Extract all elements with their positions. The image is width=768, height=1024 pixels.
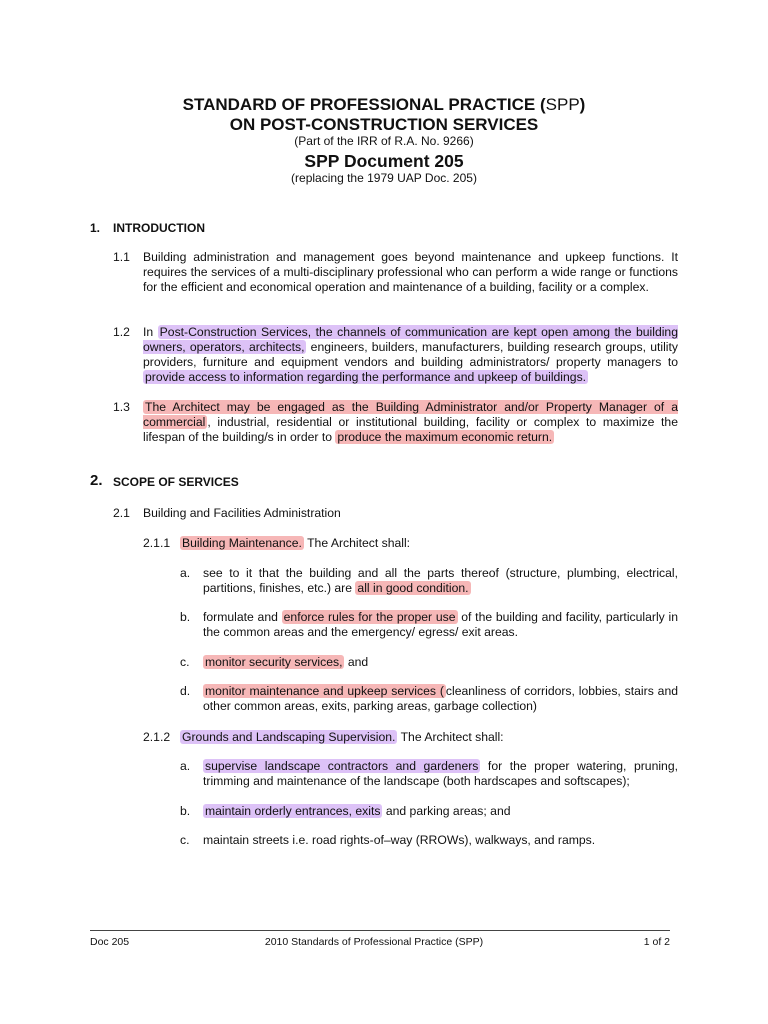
para-1-1-number: 1.1: [113, 250, 130, 264]
highlight-purple: Grounds and Landscaping Supervision.: [182, 730, 396, 744]
list-item-text: cleanliness of corridors, lobbies, stairs and other common areas, exits, parking areas, garbage collection): [203, 684, 679, 713]
para-2-1-1-heading: [180, 536, 410, 551]
list-item-letter: c.: [180, 833, 190, 847]
para-1-3: [143, 400, 678, 445]
footer-doc: Doc 205: [90, 936, 130, 948]
highlight-pink: Building Maintenance.: [182, 536, 302, 550]
highlight-purple: supervise landscape contractors and gardeners: [205, 759, 479, 773]
title-text: STANDARD OF PROFESSIONAL PRACTICE (: [182, 95, 546, 114]
list-item-letter: d.: [180, 684, 191, 698]
list-item-text: of the building and facility, particularly in the common areas and the emergency/ egress/ exit areas.: [203, 610, 678, 639]
para-2-1-number: 2.1: [113, 506, 130, 520]
list-item: [203, 759, 678, 789]
para-2-1: Building and Facilities Administration: [143, 506, 341, 520]
para-1-2-number: 1.2: [113, 325, 130, 339]
para-1-3-number: 1.3: [113, 400, 130, 414]
list-item-text: maintain streets i.e. road rights-of–way (RROWs), walkways, and ramps.: [203, 833, 596, 847]
section-2-number: 2.: [90, 472, 103, 489]
list-item-text: see to it that the building and all the parts thereof (structure, plumbing, electrical, partitions, finishes, etc.) are: [203, 566, 678, 595]
footer-title: 2010 Standards of Professional Practice (SPP): [264, 936, 484, 948]
title-spp: SPP: [545, 95, 580, 114]
heading-rest: The Architect shall:: [397, 730, 504, 744]
list-item-text: formulate and: [203, 610, 282, 624]
title-close: ): [579, 95, 586, 114]
list-item-letter: b.: [180, 804, 191, 818]
document-number: SPP Document 205: [304, 151, 464, 171]
section-2-title: SCOPE OF SERVICES: [113, 475, 239, 489]
section-1-title: INTRODUCTION: [113, 221, 205, 235]
list-item-letter: b.: [180, 610, 191, 624]
list-item-letter: a.: [180, 759, 191, 773]
para-1-2-text-a: In: [143, 325, 158, 339]
highlight-pink: enforce rules for the proper use: [283, 610, 456, 624]
highlight-purple: Post-Construction Services, the channels of communication are kept open among the building owners, operators, architects,: [143, 325, 678, 354]
heading-rest: The Architect shall:: [303, 536, 411, 550]
para-1-1: Building administration and management goes beyond maintenance and upkeep functions. It requires the services of a multi-disciplinary professional who can perform a wide range or functions for the efficient and economical operation and maintenance of a building, facility or a complex.: [143, 250, 678, 294]
highlight-pink: monitor maintenance and upkeep services (: [205, 684, 444, 698]
list-item: [203, 610, 678, 640]
para-2-1-2-number: 2.1.2: [143, 730, 171, 744]
list-item: [203, 684, 678, 714]
list-item-text: and: [344, 655, 369, 669]
para-2-1-1-number: 2.1.1: [143, 536, 171, 550]
highlight-pink: produce the maximum economic return.: [337, 430, 553, 444]
list-item-text: and parking areas; and: [382, 804, 511, 818]
footer-rule: [90, 930, 670, 931]
replacing-note: (replacing the 1979 UAP Doc. 205): [291, 171, 477, 185]
list-item-text: for the proper watering, pruning, trimming and maintenance of the landscape (both hardscapes and softscapes);: [203, 759, 678, 788]
list-item: [203, 566, 678, 596]
para-1-2-text-b: engineers, builders, manufacturers, building research groups, utility providers, furniture and equipment vendors and building administrators/ property managers to: [143, 340, 678, 369]
para-2-1-2-heading: [180, 730, 504, 745]
document-title-line2: ON POST-CONSTRUCTION SERVICES: [229, 115, 539, 134]
highlight-pink: monitor security services,: [205, 655, 343, 669]
highlight-purple: provide access to information regarding the performance and upkeep of buildings.: [145, 370, 587, 384]
list-item: [203, 833, 678, 848]
list-item-letter: a.: [180, 566, 191, 580]
list-item: [203, 655, 678, 670]
highlight-pink: all in good condition.: [357, 581, 469, 595]
section-1-number: 1.: [90, 221, 101, 235]
footer-page: 1 of 2: [643, 936, 670, 948]
list-item: [203, 804, 678, 819]
para-1-3-text: , industrial, residential or institutional building, facility or complex to maximize the lifespan of the building/s in order to: [143, 415, 678, 444]
document-title-line1: [0, 95, 768, 115]
highlight-purple: maintain orderly entrances, exits: [205, 804, 381, 818]
list-item-letter: c.: [180, 655, 190, 669]
para-1-2: [143, 325, 678, 385]
part-of-note: (Part of the IRR of R.A. No. 9266): [294, 134, 474, 148]
highlight-pink: The Architect may be engaged as the Building Administrator and/or Property Manager of a commercial: [143, 400, 678, 429]
